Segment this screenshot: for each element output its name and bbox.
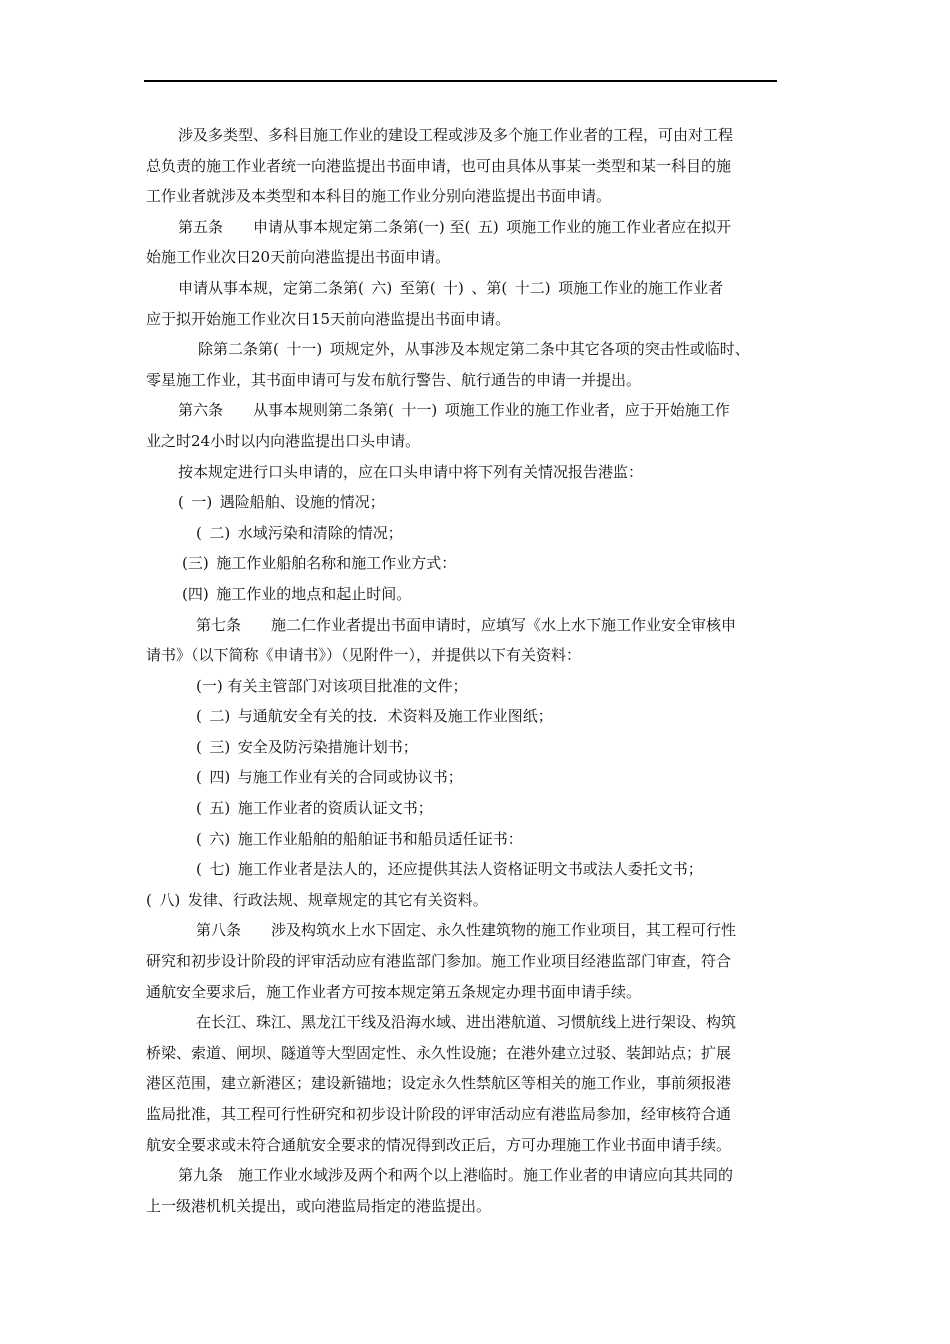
text-line: 航安全要求或未符合通航安全要求的情况得到改正后，方可办理施工作业书面申请手续。 bbox=[146, 1135, 732, 1154]
text-line: 上一级港机机关提出，或向港监局指定的港监提出。 bbox=[146, 1196, 492, 1215]
text-line: 总负责的施工作业者统一向港监提出书面申请，也可由具体从事某一类型和某一科目的施 bbox=[146, 156, 732, 175]
text-line: ( 八) 发律、行政法规、规章规定的其它有关资料。 bbox=[146, 890, 488, 909]
text-line: 申请从事本规，定第二条第( 六) 至第( 十) 、第( 十二) 项施工作业的施工作业者 bbox=[178, 278, 724, 297]
document-body bbox=[146, 120, 811, 1221]
text-line: 应于拟开始施工作业次日15天前向港监提出书面申请。 bbox=[146, 309, 511, 328]
text-line: 涉及多类型、多科目施工作业的建设工程或涉及多个施工作业者的工程，可由对工程 bbox=[178, 126, 734, 144]
text-line: 研究和初步设计阶段的评审活动应有港监部门参加。施工作业项目经港监部门审查，符合 bbox=[146, 952, 732, 971]
text-line: ( 五) 施工作业者的资质认证文书； bbox=[196, 799, 433, 818]
text-line: 第八条 涉及构筑水上水下固定、永久性建筑物的施工作业项目，其工程可行性 bbox=[196, 921, 737, 940]
text-line: ( 二) 与通航安全有关的技．术资料及施工作业图纸； bbox=[196, 707, 553, 726]
text-line: (三) 施工作业船舶名称和施工作业方式： bbox=[182, 554, 457, 573]
header-rule bbox=[144, 80, 777, 82]
text-line: 第七条 施二仁作业者提出书面申请时，应填写《水上水下施工作业安全审核申 bbox=[196, 615, 737, 634]
text-line: ( 一) 遇险船舶、设施的情况； bbox=[178, 493, 385, 512]
text-line: ( 七) 施工作业者是法人的，还应提供其法人资格证明文书或法人委托文书； bbox=[196, 860, 703, 879]
text-line: 工作业者就涉及本类型和本科目的施工作业分别向港监提出书面申请。 bbox=[146, 187, 612, 206]
text-line: ( 三) 安全及防污染措施计划书； bbox=[196, 737, 418, 756]
text-line: 港区范围，建立新港区；建设新锚地；设定永久性禁航区等相关的施工作业，事前须报港 bbox=[146, 1074, 732, 1093]
text-line: 第五条 申请从事本规定第二条第(一) 至( 五) 项施工作业的施工作业者应在拟开 bbox=[178, 217, 732, 236]
text-line: 零星施工作业，其书面申请可与发布航行警告、航行通告的申请一并提出。 bbox=[146, 370, 642, 389]
text-line: ( 二) 水域污染和清除的情况； bbox=[196, 523, 403, 542]
text-line: 桥梁、索道、闸坝、隧道等大型固定性、永久性设施；在港外建立过驳、装卸站点；扩展 bbox=[146, 1043, 732, 1062]
text-line: 请书》（以下简称《申请书》）（见附件一），并提供以下有关资料： bbox=[146, 646, 582, 665]
text-line: 业之时24小时以内向港监提出口头申请。 bbox=[146, 431, 421, 450]
text-line: 第六条 从事本规则第二条第( 十一) 项施工作业的施工作业者，应于开始施工作 bbox=[178, 401, 730, 420]
text-line: 按本规定进行口头申请的，应在口头申请中将下列有关情况报告港监： bbox=[178, 462, 644, 481]
text-line: (一) 有关主管部门对该项目批准的文件； bbox=[196, 676, 468, 695]
text-line: 始施工作业次日20天前向港监提出书面申请。 bbox=[146, 248, 451, 267]
text-line: 在长江、珠江、黑龙江干线及沿海水域、进出港航道、习惯航线上进行架设、构筑 bbox=[196, 1013, 737, 1032]
text-line: 第九条 施工作业水域涉及两个和两个以上港临时。施工作业者的申请应向其共同的 bbox=[178, 1166, 734, 1185]
text-line: 监局批准，其工程可行性研究和初步设计阶段的评审活动应有港监局参加，经审核符合通 bbox=[146, 1105, 732, 1123]
text-line: 除第二条第( 十一) 项规定外，从事涉及本规定第二条中其它各项的突击性或临时、 bbox=[198, 340, 750, 359]
text-line: (四) 施工作业的地点和起止时间。 bbox=[182, 584, 412, 603]
text-line: ( 四) 与施工作业有关的合同或协议书； bbox=[196, 768, 463, 787]
text-line: 通航安全要求后，施工作业者方可按本规定第五条规定办理书面申请手续。 bbox=[146, 982, 642, 1001]
text-line: ( 六) 施工作业船舶的船舶证书和船员适任证书： bbox=[196, 829, 523, 848]
